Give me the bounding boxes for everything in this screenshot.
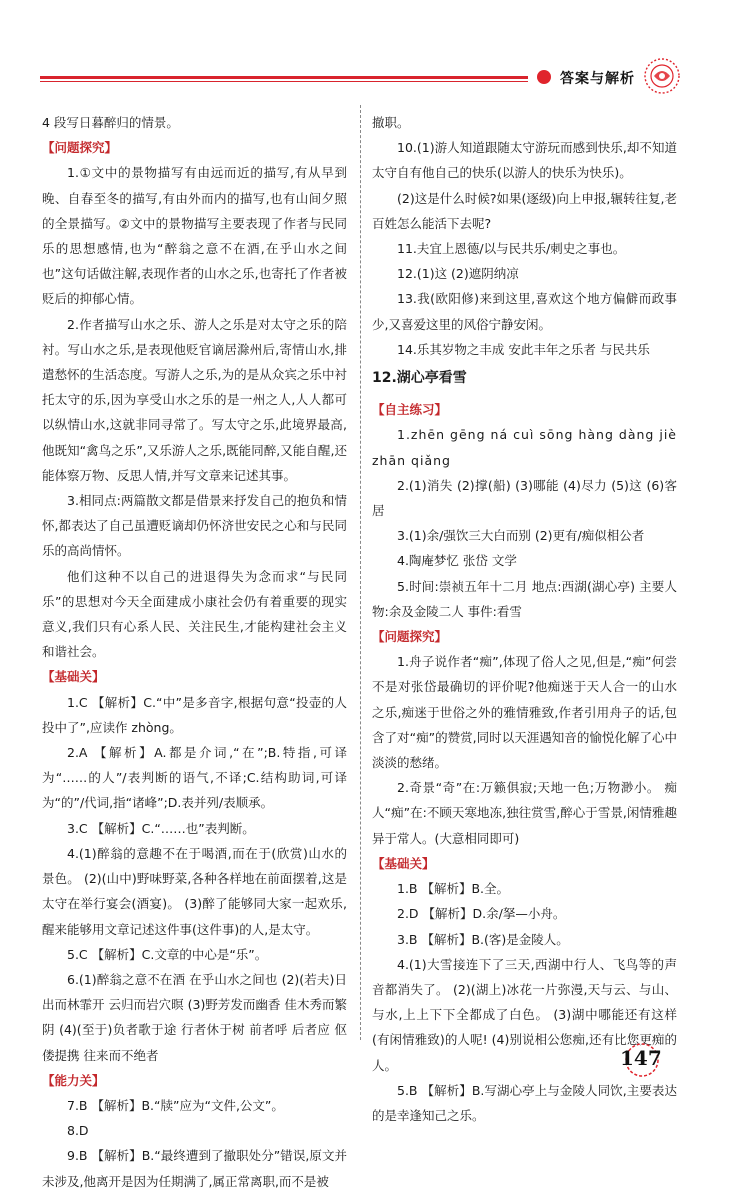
answer-paragraph: 14.乐其岁物之丰成 安此丰年之乐者 与民共乐	[397, 341, 650, 357]
answer-paragraph: 2.A 【解析】A.都是介词,“在”;B.特指,可译为“……的人”/表判断的语气,不译;C.结构助词,可译为“的”/代词,指“诸峰”;D.表并列/表顺承。	[42, 745, 347, 811]
page-number: 147	[620, 1046, 662, 1070]
answer-paragraph: 3.(1)余/强饮三大白而别 (2)更有/痴似相公者	[397, 528, 645, 544]
answer-paragraph: 3.C 【解析】C.“……也”表判断。	[67, 820, 255, 836]
answer-paragraph: 1.舟子说作者“痴”,体现了俗人之见,但是,“痴”何尝不是对张岱最确切的评价呢?他痴迷于天人合一的山水之乐,痴迷于世俗之外的雅情雅致,作者引用舟子的话,包含了对“痴”的赞赏,同时以天涯遇知音的愉悦化解了心中淡淡的愁绪。	[372, 654, 677, 771]
answer-paragraph: 1.zhēn gēng ná cuì sōng hàng dàng jiè zhān qiǎng	[372, 427, 677, 468]
answer-paragraph: 2.作者描写山水之乐、游人之乐是对太守之乐的陪衬。写山水之乐,是表现他贬官谪居滁州后,寄情山水,排遣愁怀的生活态度。写游人之乐,为的是从众宾之乐中衬托太守的乐,因为享受山水之乐的是一州之人,人人都可以纵情山水,这就非同寻常了。写太守之乐,此境界最高,他既知“禽鸟之乐”,又乐游人之乐,既能同醉,又能自醒,还能体察万物、反思人情,并写文章来记述其事。	[42, 316, 347, 483]
header-dot-icon	[537, 70, 551, 84]
swirl-logo-icon	[642, 56, 682, 96]
answer-paragraph: 4.(1)醉翁的意趣不在于喝酒,而在于(欣赏)山水的景色。 (2)(山中)野味野菜,各种各样地在前面摆着,这是太守在举行宴会(酒宴)。 (3)醉了能够同大家一起欢乐,醒来能够用文章记述这件事(这件事)的人,是太守。	[42, 845, 347, 937]
header-title: 答案与解析	[560, 71, 635, 87]
answer-paragraph: 6.(1)醉翁之意不在酒 在乎山水之间也 (2)(若夫)日出而林霏开 云归而岩穴暝 (3)野芳发而幽香 佳木秀而繁阴 (4)(至于)负者歌于途 行者休于树 前者呼 后者应 伛偻提携 往来而不绝者	[42, 971, 347, 1063]
section-tag: 【问题探究】	[42, 140, 118, 156]
answer-paragraph: 他们这种不以自己的进退得失为念而求“与民同乐”的思想对今天全面建成小康社会仍有着重要的现实意义,我们只有心系人民、关注民生,才能构建社会主义和谐社会。	[42, 568, 347, 660]
answer-paragraph: 11.夫宜上恩德/以与民共乐/刺史之事也。	[397, 241, 626, 257]
answer-paragraph: 5.时间:崇祯五年十二月 地点:西湖(湖心亭) 主要人物:余及金陵二人 事件:看雪	[372, 578, 677, 619]
answer-paragraph: 10.(1)游人知道跟随太守游玩而感到快乐,却不知道太守自有他自己的快乐(以游人的快乐为快乐)。	[372, 140, 677, 181]
column-divider	[360, 105, 361, 1040]
answer-paragraph: 9.B 【解析】B.“最终遭到了撤职处分”错误,原文并未涉及,他离开是因为任期满了,属正常离职,而不是被	[42, 1148, 347, 1189]
answer-paragraph: 5.C 【解析】C.文章的中心是“乐”。	[67, 946, 268, 962]
answer-paragraph: 13.我(欧阳修)来到这里,喜欢这个地方偏僻而政事少,又喜爱这里的风俗宁静安闲。	[372, 291, 677, 332]
answer-paragraph: 2.奇景“奇”在:万籁俱寂;天地一色;万物渺小。 痴人“痴”在:不顾天寒地冻,独往赏雪,醉心于雪景,闲情雅趣异于常人。(大意相同即可)	[372, 780, 677, 846]
answer-paragraph: 3.B 【解析】B.(客)是金陵人。	[397, 931, 569, 947]
header-rule	[40, 76, 528, 79]
answer-paragraph: (2)这是什么时候?如果(逐级)向上申报,辗转往复,老百姓怎么能活下去呢?	[372, 190, 677, 231]
answer-paragraph: 4.(1)大雪接连下了三天,西湖中行人、飞鸟等的声音都消失了。 (2)(湖上)冰花一片弥漫,天与云、与山、与水,上上下下全都成了白色。 (3)湖中哪能还有这样(有闲情雅致)的人呢! (4)别说相公您痴,还有比您更痴的人。	[372, 956, 677, 1073]
answer-paragraph: 8.D	[67, 1123, 89, 1139]
header-rule-thin	[40, 81, 528, 82]
section-tag: 【基础关】	[42, 669, 105, 685]
answer-paragraph: 4.陶庵梦忆 张岱 文学	[397, 553, 517, 569]
right-column	[372, 110, 677, 1128]
answer-paragraph: 7.B 【解析】B.“牍”应为“文件,公文”。	[67, 1097, 284, 1113]
page-header	[0, 0, 750, 100]
answer-paragraph: 2.(1)消失 (2)撑(船) (3)哪能 (4)尽力 (5)这 (6)客居	[372, 477, 677, 519]
answer-paragraph: 3.相同点:两篇散文都是借景来抒发自己的抱负和情怀,都表达了自己虽遭贬谪却仍怀济世安民之心和与民同乐的高尚情怀。	[42, 493, 347, 559]
section-tag: 【能力关】	[42, 1072, 105, 1088]
answer-paragraph: 1.B 【解析】B.全。	[397, 881, 510, 897]
page-number-badge	[612, 1040, 682, 1080]
section-title: 12.湖心亭看雪	[372, 370, 467, 387]
section-tag: 【问题探究】	[372, 629, 448, 645]
left-column	[42, 110, 347, 1194]
answer-paragraph: 12.(1)这 (2)遮阴纳凉	[397, 266, 519, 282]
answer-paragraph: 1.C 【解析】C.“中”是多音字,根据句意“投壶的人投中了”,应读作 zhòng。	[42, 694, 347, 735]
answer-paragraph: 撤职。	[372, 115, 410, 130]
answer-paragraph: 1.①文中的景物描写有由远而近的描写,有从早到晚、自春至冬的描写,有由外而内的描写,也有山间夕照的全景描写。②文中的景物描写主要表现了作者与民同乐的思想感情,也为“醉翁之意不在酒,在乎山水之间也”这句话做注解,表现作者的山水之乐,也寄托了作者被贬后的抑郁心情。	[42, 165, 347, 307]
section-tag: 【自主练习】	[372, 402, 448, 418]
answer-paragraph: 5.B 【解析】B.写湖心亭上与金陵人同饮,主要表达的是幸逢知己之乐。	[372, 1082, 677, 1123]
section-tag: 【基础关】	[372, 855, 435, 871]
answer-paragraph: 4 段写日暮醉归的情景。	[42, 115, 179, 130]
answer-paragraph: 2.D 【解析】D.余/拏—小舟。	[397, 906, 566, 922]
